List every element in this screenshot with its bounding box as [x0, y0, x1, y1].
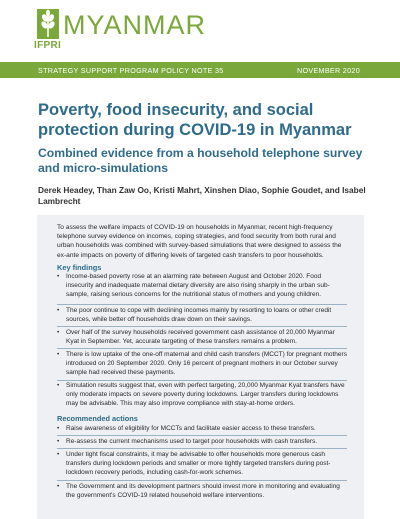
series-label: STRATEGY SUPPORT PROGRAM POLICY NOTE 35	[38, 66, 224, 75]
divider	[57, 304, 347, 305]
country-title: MYANMAR	[63, 10, 207, 40]
list-item: • Raise awareness of eligibility for MCCTs and facilitate easier access to these transfers.	[57, 425, 316, 432]
org-name: IFPRI	[34, 40, 62, 51]
list-item: • Simulation results suggest that, even with perfect targeting, 20,000 Myanmar Kyat transfers have only moderate impacts on severe poverty during lockdowns. Larger transfers during lockdowns may be advisable. This may also improve compliance with stay-at-home orders.	[57, 382, 345, 407]
divider	[57, 326, 347, 327]
list-item: • There is low uptake of the one-off maternal and child cash transfers (MCCT) for pregnant mothers introduced on 20 September 2020. Only 16 percent of pregnant mothers in our October survey sample had received these payments.	[57, 351, 347, 376]
divider	[57, 380, 347, 381]
key-findings-list	[57, 273, 347, 303]
divider	[57, 435, 347, 436]
wheat-stalk-icon	[37, 9, 59, 39]
key-findings-list	[57, 329, 347, 347]
list-item: • Over half of the survey households received government cash assistance of 20,000 Myanmar Kyat in September. Yet, accurate targeting of these transfers remains a problem.	[57, 329, 335, 345]
key-findings-list	[57, 382, 347, 409]
recommended-list	[57, 425, 347, 434]
summary-intro: To assess the welfare impacts of COVID-19 on households in Myanmar, recent high-frequency telephone survey evidence on incomes, coping strategies, and food security from both rural and urban households was combined with survey-based simulations that were designed to assess the ex-ante impacts on poverty of differing levels of targeted cash transfers to poor households.	[57, 224, 342, 259]
page-subtitle: Combined evidence from a household telephone survey and micro-simulations	[38, 146, 363, 176]
recommended-heading: Recommended actions	[57, 414, 138, 423]
list-item: • Re-assess the current mechanisms used to target poor households with cash transfers.	[57, 438, 318, 445]
recommended-list	[57, 451, 347, 478]
list-item: • The poor continue to cope with declining incomes mainly by resorting to loans or other credit sources, while better off households draw down on their savings.	[57, 307, 332, 323]
divider	[57, 448, 347, 449]
divider	[57, 480, 347, 481]
key-findings-heading: Key findings	[57, 263, 102, 272]
page-title: Poverty, food insecurity, and social protection during COVID-19 in Myanmar	[38, 101, 352, 140]
list-item: • Income-based poverty rose at an alarming rate between August and October 2020. Food insecurity and inadequate maternal dietary diversity are also rising sharply in the urban sub-sample, raising serious concerns for the nutritional status of mothers and young children.	[57, 273, 330, 298]
key-findings-list	[57, 351, 347, 378]
divider	[57, 348, 347, 349]
recommended-list	[57, 483, 347, 501]
key-findings-list	[57, 307, 347, 325]
recommended-list	[57, 438, 347, 447]
authors: Derek Headey, Than Zaw Oo, Kristi Mahrt, Xinshen Diao, Sophie Goudet, and Isabel Lambrecht	[38, 185, 366, 207]
list-item: • The Government and its development partners should invest more in monitoring and evaluating the government's COVID-19 related household welfare interventions.	[57, 483, 340, 499]
publication-date: NOVEMBER 2020	[296, 66, 360, 75]
list-item: • Under tight fiscal constraints, it may be advisable to offer households more generous cash transfers during lockdown periods and smaller or more tightly targeted transfers during post-lockdown recovery periods, including cash-for-work schemes.	[57, 451, 331, 476]
